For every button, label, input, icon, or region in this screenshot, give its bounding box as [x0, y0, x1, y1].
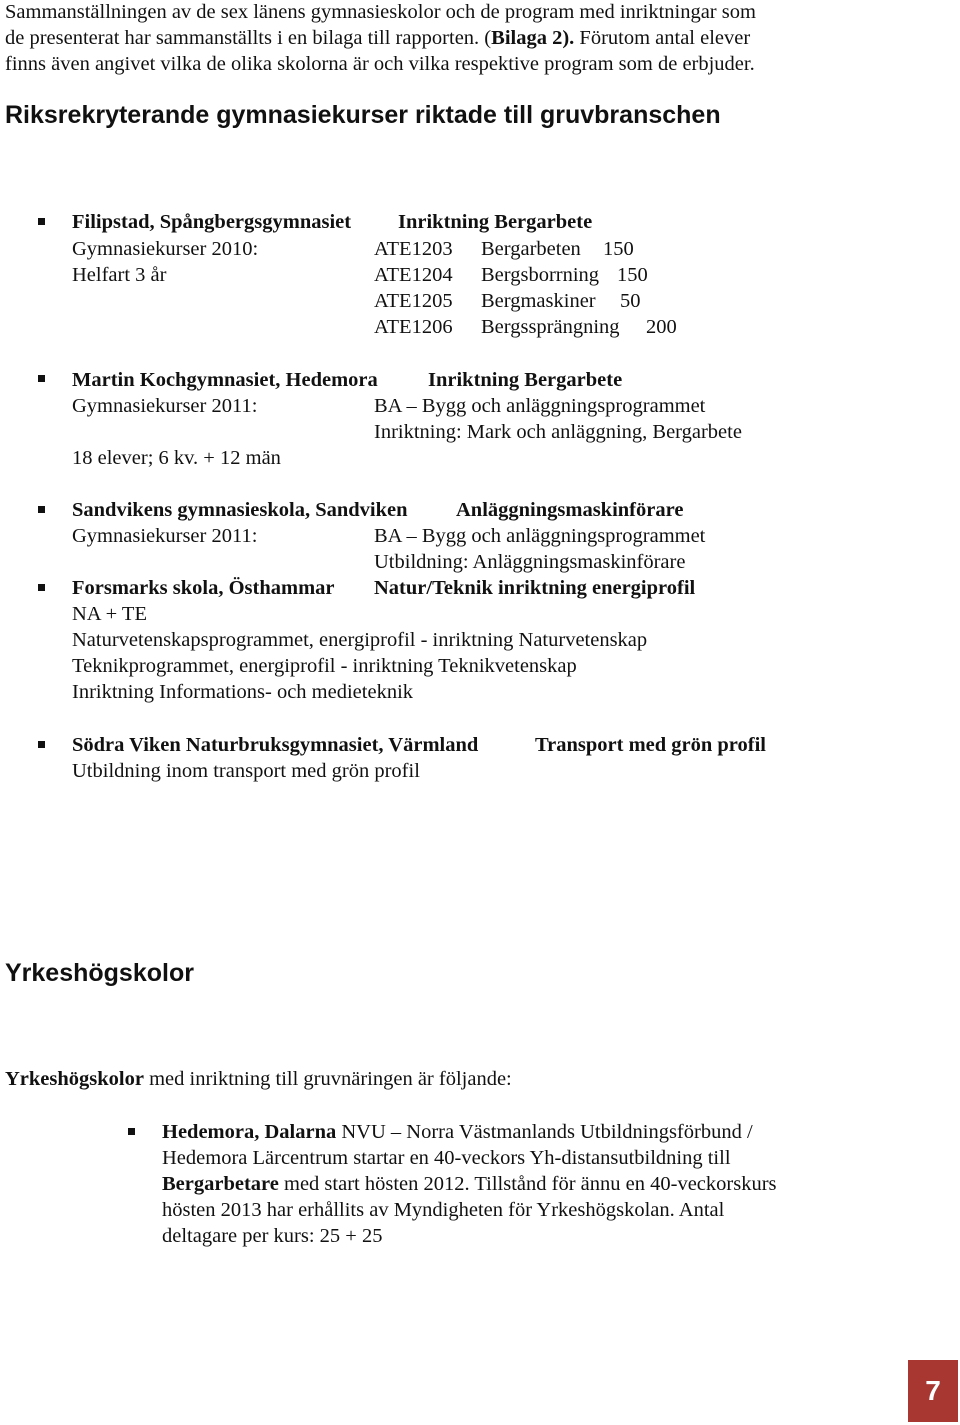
- intro-line-3: finns även angivet vilka de olika skolorna är och vilka respektive program som de erbjuder.: [5, 53, 755, 75]
- forsmark-line: Inriktning Informations- och medieteknik: [72, 681, 414, 703]
- yh-text: NVU – Norra Västmanlands Utbildningsförbund /: [336, 1121, 753, 1143]
- sandviken-program: Anläggningsmaskinförare: [456, 499, 684, 521]
- intro-text: de presenterat har sammanställts i en bilaga till rapporten. (: [5, 27, 492, 49]
- course-name: Bergarbeten: [481, 238, 581, 260]
- course-points: 150: [617, 264, 648, 286]
- section-heading-gymnasiekurser: Riksrekryterande gymnasiekurser riktade till gruvbranschen: [5, 101, 721, 129]
- course-code: ATE1204: [374, 264, 453, 286]
- yh-item-line-2: Hedemora Lärcentrum startar en 40-veckors Yh-distansutbildning till: [162, 1147, 731, 1169]
- bullet-icon: [38, 218, 45, 225]
- sodra-program: Transport med grön profil: [535, 734, 767, 756]
- course-code: ATE1206: [374, 316, 453, 338]
- bullet-icon: [38, 375, 45, 382]
- page-number-badge: 7: [908, 1360, 958, 1422]
- filipstad-label: Gymnasiekurser 2010:: [72, 238, 259, 260]
- sandviken-line-2: Utbildning: Anläggningsmaskinförare: [374, 551, 686, 573]
- course-name: Bergssprängning: [481, 316, 620, 338]
- sandviken-school: Sandvikens gymnasieskola, Sandviken: [72, 499, 408, 521]
- bullet-icon: [38, 584, 45, 591]
- yh-item-line-3: [162, 1171, 777, 1197]
- bullet-icon: [38, 741, 45, 748]
- intro-line-2: [5, 25, 750, 51]
- yh-program: Bergarbetare: [162, 1173, 279, 1195]
- course-points: 150: [603, 238, 634, 260]
- yh-intro-text: med inriktning till gruvnäringen är följande:: [143, 1068, 512, 1090]
- yh-item-line-5: deltagare per kurs: 25 + 25: [162, 1225, 383, 1247]
- course-code: ATE1203: [374, 238, 453, 260]
- course-name: Bergmaskiner: [481, 290, 596, 312]
- yh-item-line-1: [162, 1119, 753, 1145]
- forsmark-line: Naturvetenskapsprogrammet, energiprofil - inriktning Naturvetenskap: [72, 629, 648, 651]
- yh-intro-bold: Yrkeshögskolor: [5, 1068, 144, 1090]
- forsmark-line: NA + TE: [72, 603, 147, 625]
- martin-label: Gymnasiekurser 2011:: [72, 395, 258, 417]
- course-code: ATE1205: [374, 290, 453, 312]
- martin-school: Martin Kochgymnasiet, Hedemora: [72, 369, 378, 391]
- filipstad-program: Inriktning Bergarbete: [398, 211, 593, 233]
- bilaga-reference: Bilaga 2).: [491, 27, 575, 49]
- sodra-line-1: Utbildning inom transport med grön profil: [72, 760, 420, 782]
- yh-text: med start hösten 2012. Tillstånd för ännu en 40-veckorskurs: [278, 1173, 777, 1195]
- martin-students: 18 elever; 6 kv. + 12 män: [72, 447, 281, 469]
- sodra-school: Södra Viken Naturbruksgymnasiet, Värmland: [72, 734, 479, 756]
- filipstad-duration: Helfart 3 år: [72, 264, 167, 286]
- course-points: 50: [620, 290, 641, 312]
- sandviken-line-1: BA – Bygg och anläggningsprogrammet: [374, 525, 706, 547]
- intro-line-1: Sammanställningen av de sex länens gymnasieskolor och de program med inriktningar som: [5, 1, 756, 23]
- filipstad-school: Filipstad, Spångbergsgymnasiet: [72, 211, 352, 233]
- forsmark-school: Forsmarks skola, Östhammar: [72, 577, 335, 599]
- forsmark-line: Teknikprogrammet, energiprofil - inriktning Teknikvetenskap: [72, 655, 577, 677]
- martin-line-1: BA – Bygg och anläggningsprogrammet: [374, 395, 706, 417]
- course-name: Bergsborrning: [481, 264, 600, 286]
- intro-text: Förutom antal elever: [574, 27, 751, 49]
- yh-location: Hedemora, Dalarna: [162, 1121, 337, 1143]
- yh-item-line-4: hösten 2013 har erhållits av Myndigheten för Yrkeshögskolan. Antal: [162, 1199, 725, 1221]
- forsmark-program: Natur/Teknik inriktning energiprofil: [374, 577, 696, 599]
- bullet-icon: [128, 1128, 135, 1135]
- martin-line-2: Inriktning: Mark och anläggning, Bergarbete: [374, 421, 742, 443]
- sandviken-label: Gymnasiekurser 2011:: [72, 525, 258, 547]
- bullet-icon: [38, 506, 45, 513]
- course-points: 200: [646, 316, 677, 338]
- yh-intro: [5, 1066, 512, 1092]
- martin-program: Inriktning Bergarbete: [428, 369, 623, 391]
- section-heading-yrkeshogskolor: Yrkeshögskolor: [5, 959, 194, 987]
